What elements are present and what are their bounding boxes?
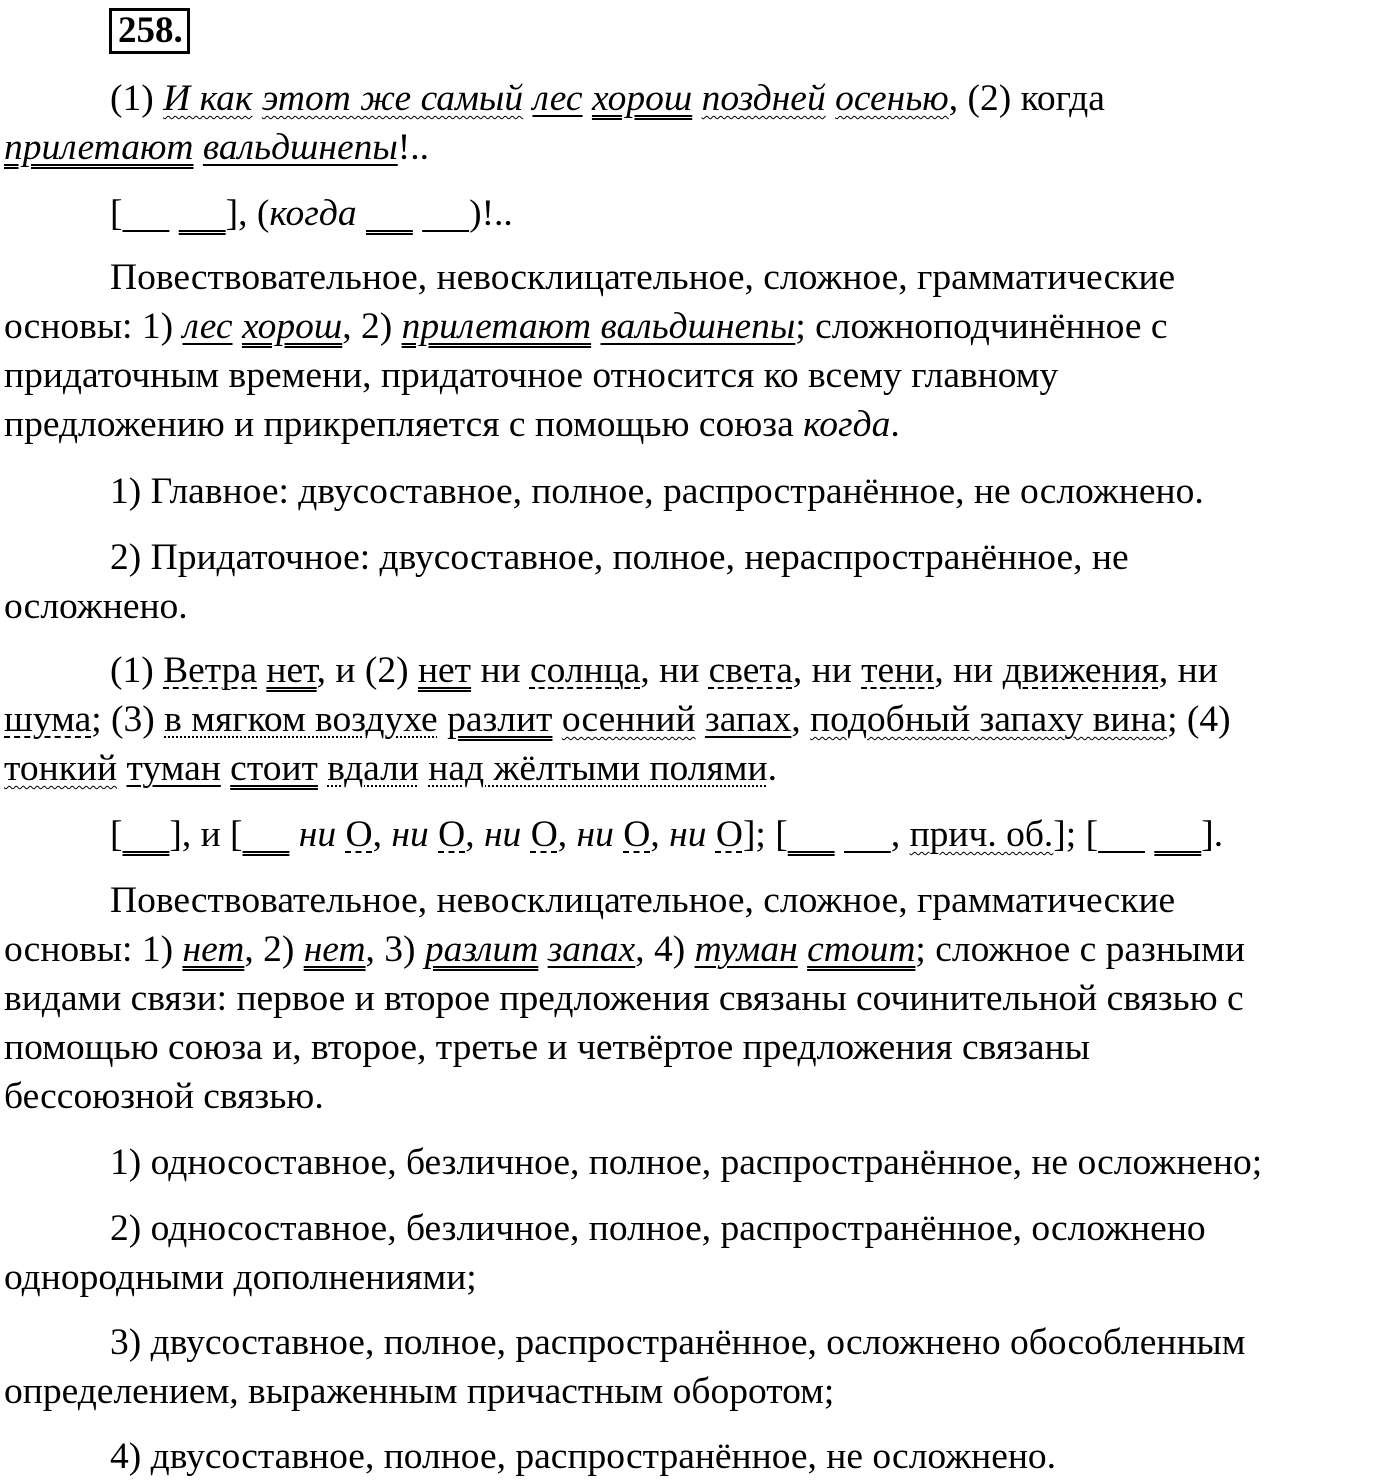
word: осенью <box>835 78 949 119</box>
predicate-word: прилетают <box>4 127 194 168</box>
analysis-1-line-2: основы: 1) лес хорош, 2) прилетают вальдшнепы; сложноподчинённое с <box>4 306 1168 347</box>
clause-2-analysis-line-1: 2) односоставное, безличное, полное, распространённое, осложнено <box>110 1208 1206 1249</box>
clause-1-analysis: 1) односоставное, безличное, полное, распространённое, не осложнено; <box>110 1142 1263 1183</box>
analysis-1-line-1: Повествовательное, невосклицательное, сложное, грамматические <box>110 257 1176 298</box>
subject-word: вальдшнепы <box>202 127 398 168</box>
subordinate-clause-line-1: 2) Придаточное: двусоставное, полное, нераспространённое, не <box>110 537 1129 578</box>
clause-3-analysis-line-2: определением, выраженным причастным оборотом; <box>4 1371 835 1412</box>
word: этот же самый <box>261 78 524 119</box>
word: поздней <box>701 78 826 119</box>
analysis-1-line-3: придаточным времени, придаточное относится ко всему главному <box>4 355 1059 396</box>
subject-word: лес <box>532 78 583 119</box>
main-clause-analysis: 1) Главное: двусоставное, полное, распространённое, не осложнено. <box>110 471 1204 512</box>
subordinate-clause-line-2: осложнено. <box>4 586 188 627</box>
analysis-2-line-4: помощью союза и, второе, третье и четвёртое предложения связаны <box>4 1027 1090 1068</box>
clause-2-analysis-line-2: однородными дополнениями; <box>4 1257 477 1298</box>
analysis-1-line-4: предложению и прикрепляется с помощью союза когда. <box>4 404 900 445</box>
sentence-2-line-1: (1) Ветра нет, и (2) нет ни солнца, ни света, ни тени, ни движения, ни <box>110 650 1218 691</box>
exercise-number: 258. <box>109 8 190 54</box>
scheme-1: [ ], (когда )!.. <box>110 193 513 234</box>
sentence-1-line-1: (1) И как этот же самый лес хорош поздней осенью, (2) когда <box>110 78 1105 119</box>
scheme-2: [ ], и [ ни О, ни О, ни О, ни О, ни О]; [ , прич. об.]; [ ]. <box>110 814 1224 855</box>
sentence-2-line-2: шума; (3) в мягком воздухе разлит осенний запах, подобный запаху вина; (4) <box>4 699 1231 740</box>
sentence-1-line-2: прилетают вальдшнепы!.. <box>4 127 429 168</box>
predicate-word: хорош <box>591 78 693 119</box>
analysis-2-line-3: видами связи: первое и второе предложения связаны сочинительной связью с <box>4 978 1244 1019</box>
word: И как <box>163 78 253 119</box>
analysis-2-line-1: Повествовательное, невосклицательное, сложное, грамматические <box>110 880 1176 921</box>
analysis-2-line-2: основы: 1) нет, 2) нет, 3) разлит запах, 4) туман стоит; сложное с разными <box>4 929 1245 970</box>
sentence-2-line-3: тонкий туман стоит вдали над жёлтыми полями. <box>4 748 777 789</box>
clause-4-analysis: 4) двусоставное, полное, распространённое, не осложнено. <box>110 1436 1057 1477</box>
clause-3-analysis-line-1: 3) двусоставное, полное, распространённое, осложнено обособленным <box>110 1322 1246 1363</box>
analysis-2-line-5: бессоюзной связью. <box>4 1076 324 1117</box>
